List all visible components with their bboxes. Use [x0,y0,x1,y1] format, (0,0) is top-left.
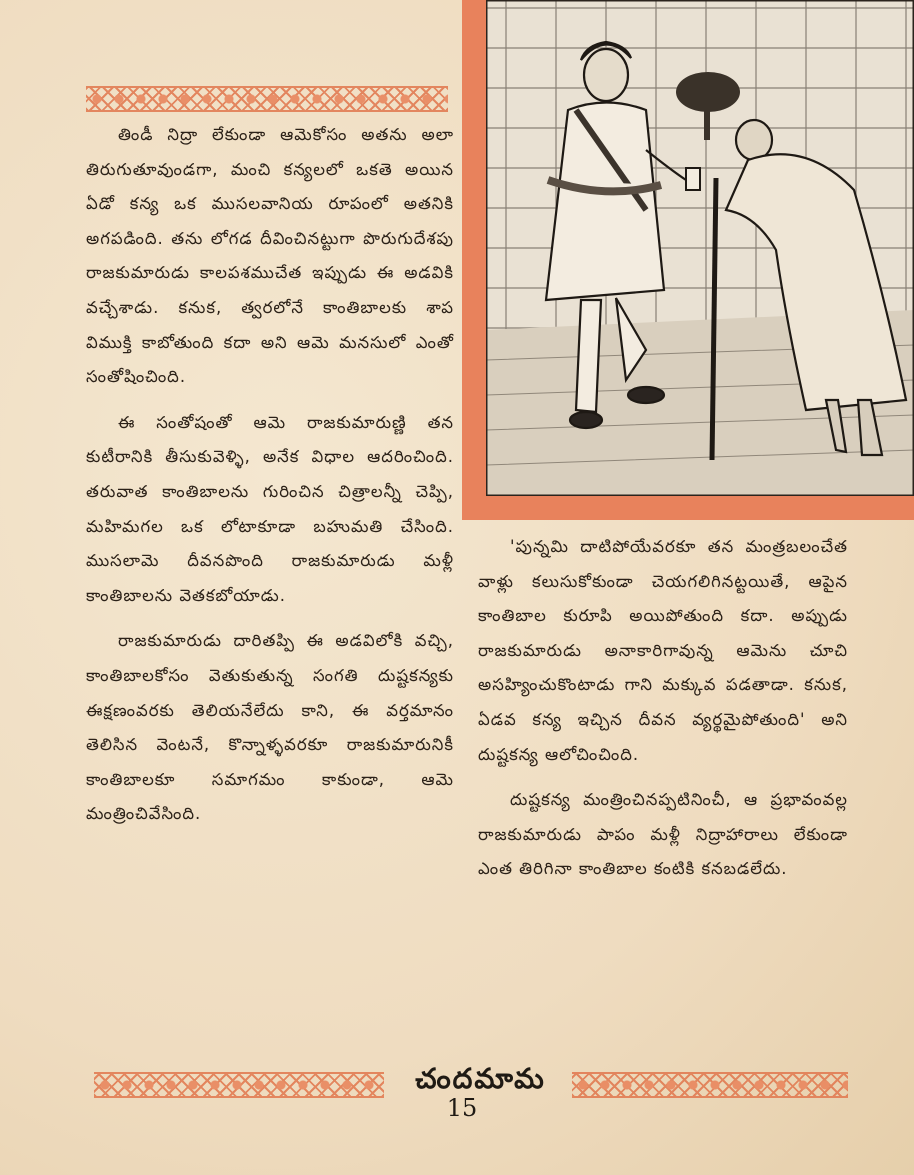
page-number: 15 [446,1094,478,1122]
magazine-name: చందమామ [415,1062,546,1095]
right-paragraph-1: 'పున్నమి దాటిపోయేవరకూ తన మంత్రబలంచేత వాళ్లు కలుసుకోకుండా చెయగలిగినట్టయితే, ఆపైన కాంతిబాల కురూపి అయిపోతుంది కదా. అప్పుడు రాజకుమారుడు అనాకారిగావున్న ఆమెను చూచి అసహ్యించుకొంటాడు గాని మక్కువ పడతాడా. కనుక, ఏడవ కన్య ఇచ్చిన దీవన వ్యర్థమైపోతుంది' అని దుష్టకన్య ఆలోచించింది. [478,537,848,764]
left-paragraph-2: ఈ సంతోషంతో ఆమె రాజకుమారుణ్ణి తన కుటీరానికి తీసుకువెళ్ళి, అనేక విధాల ఆదరించింది. తరువాత కాంతిబాలను గురించిన చిత్రాలన్నీ చెప్పి, మహిమగల ఒక లోటాకూడా బహుమతి చేసింది. ముసలామె దీవనపొంది రాజకుమారుడు మళ్లీ కాంతిబాలను వెతకబోయాడు. [86,412,454,605]
bottom-right-decorative-border [572,1072,848,1098]
prince-and-old-woman-illustration [486,0,914,496]
left-text-column [86,118,454,843]
story-illustration [462,0,914,520]
right-paragraph-2: దుష్టకన్య మంత్రించినప్పటినించీ, ఆ ప్రభావంవల్ల రాజకుమారుడు పాపం మళ్లీ నిద్రాహారాలు లేకుండా ఎంత తిరిగినా కాంతిబాల కంటికి కనబడలేదు. [478,790,848,879]
right-text-column [478,530,848,898]
left-paragraph-3: రాజకుమారుడు దారితప్పి ఈ అడవిలోకి వచ్చి, కాంతిబాలకోసం వెతుకుతున్న సంగతి దుష్టకన్యకు ఈక్షణంవరకు తెలియనేలేదు కాని, ఈ వర్తమానం తెలిసిన వెంటనే, కొన్నాళ్ళవరకూ రాజకుమారునికీ కాంతిబాలకూ సమాగమం కాకుండా, ఆమె మంత్రించివేసింది. [86,631,454,824]
left-paragraph-1: తిండీ నిద్రా లేకుండా ఆమెకోసం అతను అలా తిరుగుతూవుండగా, మంచి కన్యలలో ఒకతె అయిన ఏడో కన్య ఒక ముసలవానియ రూపంలో అతనికి అగపడింది. తను లోగడ దీవించినట్టుగా పొరుగుదేశపు రాజకుమారుడు కాలపశముచేత ఇప్పుడు ఈ అడవికి వచ్చేశాడు. కనుక, త్వరలోనే కాంతిబాలకు శాప విముక్తి కాబోతుంది కదా అని ఆమె మనసులో ఎంతో సంతోషించింది. [86,125,454,387]
top-decorative-border [86,86,448,112]
bottom-left-decorative-border [94,1072,384,1098]
